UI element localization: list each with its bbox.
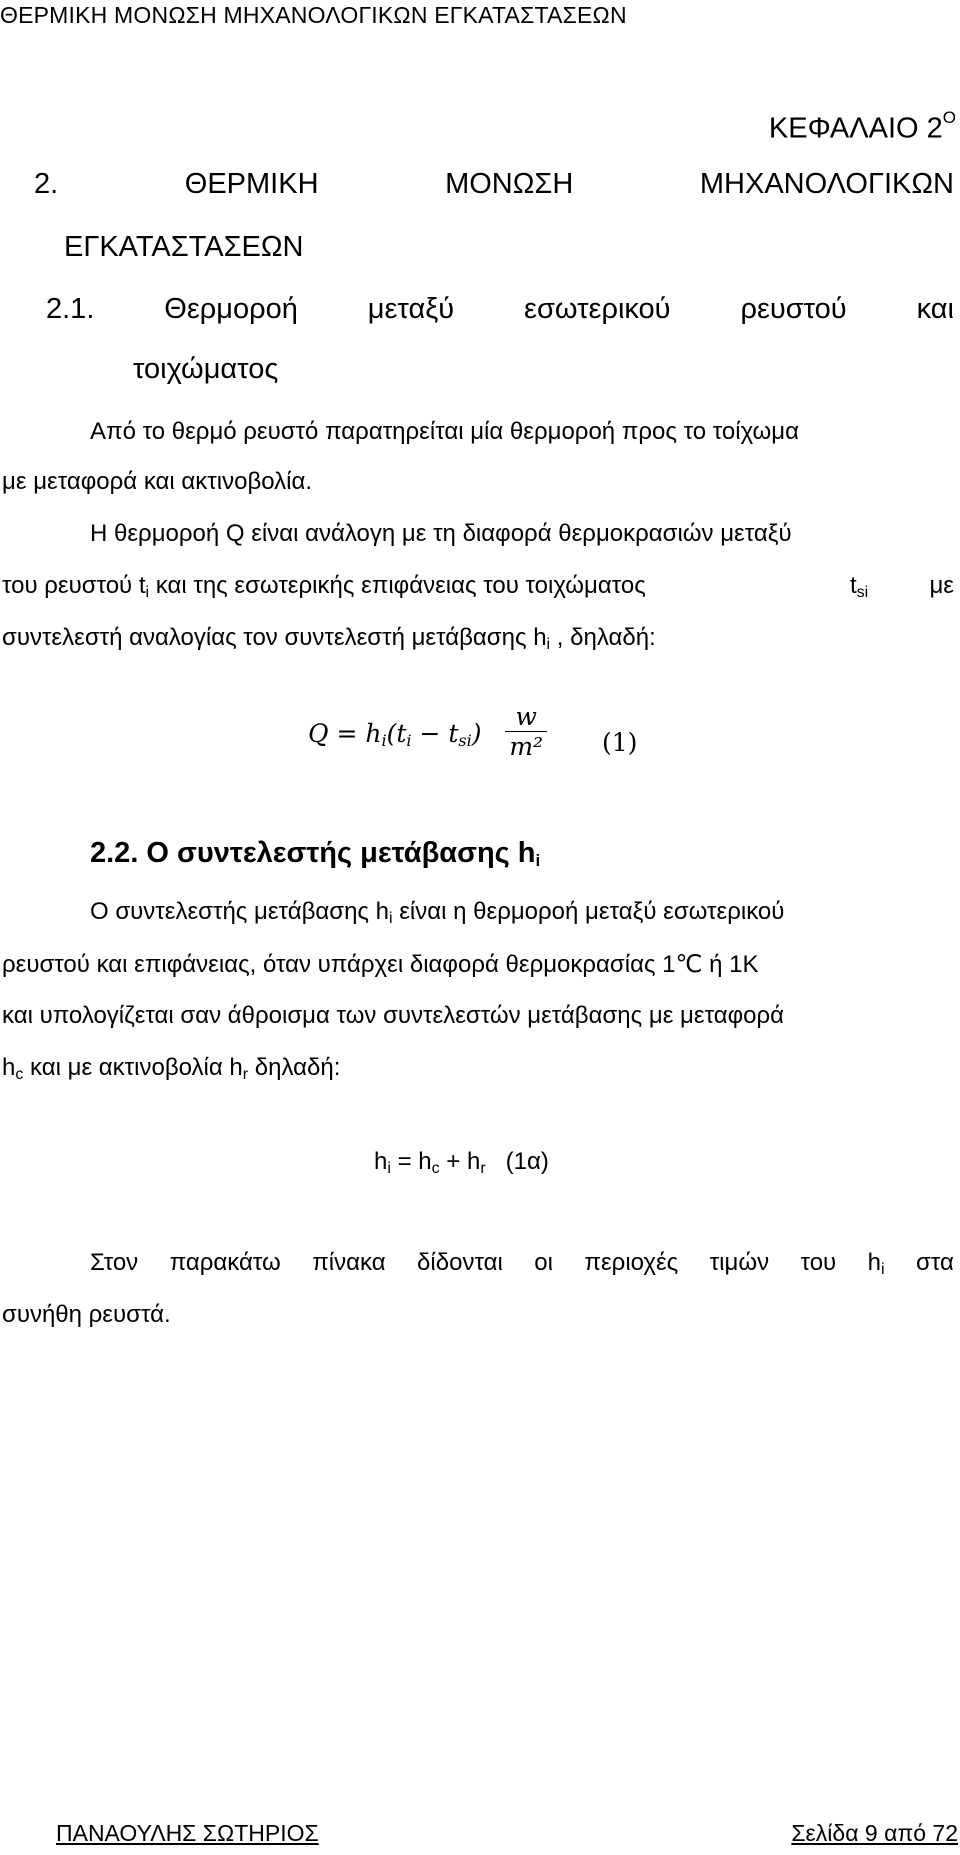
equation-text: = h bbox=[390, 1148, 432, 1175]
chapter-label-text: ΚΕΦΑΛΑΙΟ 2 bbox=[768, 112, 943, 145]
paragraph-3-text: είναι η θερμοροή μεταξύ εσωτερικού bbox=[392, 898, 785, 925]
paragraph-2-text: συντελεστή αναλογίας τον συντελεστή μετάβασης h bbox=[2, 624, 547, 651]
section-2-2-heading bbox=[90, 837, 540, 871]
paragraph-2-line1: Η θερμοροή Q είναι ανάλογη με τη διαφορά θερμοκρασιών μεταξύ bbox=[90, 520, 792, 547]
equation-text: (t bbox=[386, 719, 407, 748]
paragraph-4-word: Στον bbox=[90, 1249, 139, 1276]
paragraph-3-line4 bbox=[2, 1054, 340, 1084]
equation-1a bbox=[374, 1148, 549, 1178]
paragraph-4-word: περιοχές bbox=[584, 1249, 679, 1276]
paragraph-4-word: στα bbox=[916, 1249, 954, 1276]
paragraph-2-text: με bbox=[929, 572, 954, 599]
subscript: i bbox=[389, 910, 393, 927]
paragraph-3-text: Ο συντελεστής μετάβασης h bbox=[90, 898, 389, 925]
section-2-1-heading-line1 bbox=[46, 293, 954, 326]
subscript: i bbox=[546, 636, 551, 653]
section-2-word: ΜΟΝΩΣΗ bbox=[445, 168, 574, 200]
paragraph-4-word: οι bbox=[534, 1249, 553, 1276]
equation-1-number: (1) bbox=[602, 728, 638, 757]
paragraph-4-word: h bbox=[867, 1249, 882, 1276]
chapter-label bbox=[768, 108, 956, 146]
section-2-word: ΘΕΡΜΙΚΗ bbox=[184, 168, 319, 200]
paragraph-3-line3: και υπολογίζεται σαν άθροισμα των συντελεστών μετάβασης με μεταφορά bbox=[2, 1002, 785, 1029]
paragraph-3-text: δηλαδή: bbox=[248, 1054, 341, 1081]
paragraph-4-word: του bbox=[800, 1249, 837, 1276]
section-2-1-number: 2.1. bbox=[46, 293, 95, 325]
h-i-symbol bbox=[868, 1249, 885, 1279]
paragraph-2-text: , δηλαδή: bbox=[550, 624, 656, 651]
equation-text: Q = h bbox=[308, 719, 382, 748]
paragraph-2-line3 bbox=[2, 624, 656, 654]
paragraph-4-line1 bbox=[90, 1249, 954, 1279]
paragraph-3-line2: ρευστού και επιφάνειας, όταν υπάρχει διαφορά θερμοκρασίας 1℃ ή 1Κ bbox=[2, 951, 759, 978]
equation-1 bbox=[308, 702, 547, 765]
paragraph-3-text: h bbox=[2, 1054, 16, 1081]
section-2-1-word: μεταξύ bbox=[367, 293, 455, 325]
subscript: i bbox=[387, 1160, 391, 1177]
paragraph-4-word: δίδονται bbox=[417, 1249, 503, 1276]
section-2-word: ΜΗΧΑΝΟΛΟΓΙΚΩΝ bbox=[699, 168, 954, 200]
subscript: i bbox=[145, 584, 150, 601]
section-2-1-word: και bbox=[916, 293, 954, 325]
unit-fraction bbox=[505, 702, 547, 761]
paragraph-4-word: πίνακα bbox=[312, 1249, 386, 1276]
paragraph-3-line1 bbox=[90, 898, 784, 928]
subscript: c bbox=[431, 1160, 440, 1177]
footer-author: ΠΑΝΑΟΥΛΗΣ ΣΩΤΗΡΙΟΣ bbox=[56, 1820, 319, 1846]
section-2-heading-line1 bbox=[34, 168, 954, 201]
paragraph-2-text: του ρευστού t bbox=[2, 572, 146, 599]
section-2-1-word: εσωτερικού bbox=[524, 293, 671, 325]
subscript: c bbox=[15, 1066, 24, 1083]
equation-text: h bbox=[374, 1148, 388, 1175]
section-2-1-heading-line2: τοιχώματος bbox=[133, 353, 279, 385]
paragraph-2-text: t bbox=[850, 572, 857, 599]
equation-text: + h bbox=[439, 1148, 481, 1175]
paragraph-1-line2: με μεταφορά και ακτινοβολία. bbox=[2, 468, 313, 495]
unit-numerator: w bbox=[515, 702, 537, 731]
subscript: si bbox=[458, 731, 472, 750]
section-2-heading-line2: ΕΓΚΑΤΑΣΤΑΣΕΩΝ bbox=[64, 231, 304, 263]
equation-text: ) bbox=[471, 719, 482, 748]
paragraph-3-text: και με ακτινοβολία h bbox=[23, 1054, 243, 1081]
paragraph-4-line2: συνήθη ρευστά. bbox=[2, 1301, 171, 1328]
t-si-symbol bbox=[850, 572, 868, 602]
footer-page-number: Σελίδα 9 από 72 bbox=[791, 1820, 958, 1846]
section-2-number: 2. bbox=[34, 168, 59, 200]
subscript: i bbox=[381, 731, 387, 750]
section-2-1-word: Θερμοροή bbox=[164, 293, 298, 325]
subscript: si bbox=[856, 584, 869, 601]
subscript: i bbox=[406, 731, 412, 750]
paragraph-2-text: και της εσωτερικής επιφάνειας του τοιχώματος bbox=[149, 572, 646, 599]
running-header: ΘΕΡΜΙΚΗ ΜΟΝΩΣΗ ΜΗΧΑΝΟΛΟΓΙΚΩΝ ΕΓΚΑΤΑΣΤΑΣΕΩΝ bbox=[0, 2, 627, 28]
paragraph-1-line1: Από το θερμό ρευστό παρατηρείται μία θερμοροή προς το τοίχωμα bbox=[90, 418, 799, 445]
subscript: i bbox=[881, 1261, 885, 1278]
section-2-1-word: ρευστού bbox=[740, 293, 847, 325]
subscript: r bbox=[242, 1066, 249, 1083]
chapter-label-superscript: Ο bbox=[942, 108, 956, 127]
equation-number: (1α) bbox=[485, 1148, 549, 1175]
section-2-2-title: 2.2. Ο συντελεστής μετάβασης h bbox=[90, 837, 536, 869]
equation-text: − t bbox=[411, 719, 459, 748]
unit-denominator: m² bbox=[505, 731, 547, 761]
subscript: i bbox=[535, 851, 541, 870]
paragraph-4-word: τιμών bbox=[709, 1249, 770, 1276]
paragraph-4-word: παρακάτω bbox=[169, 1249, 281, 1276]
paragraph-2-line2 bbox=[2, 572, 954, 602]
subscript: r bbox=[480, 1160, 486, 1177]
